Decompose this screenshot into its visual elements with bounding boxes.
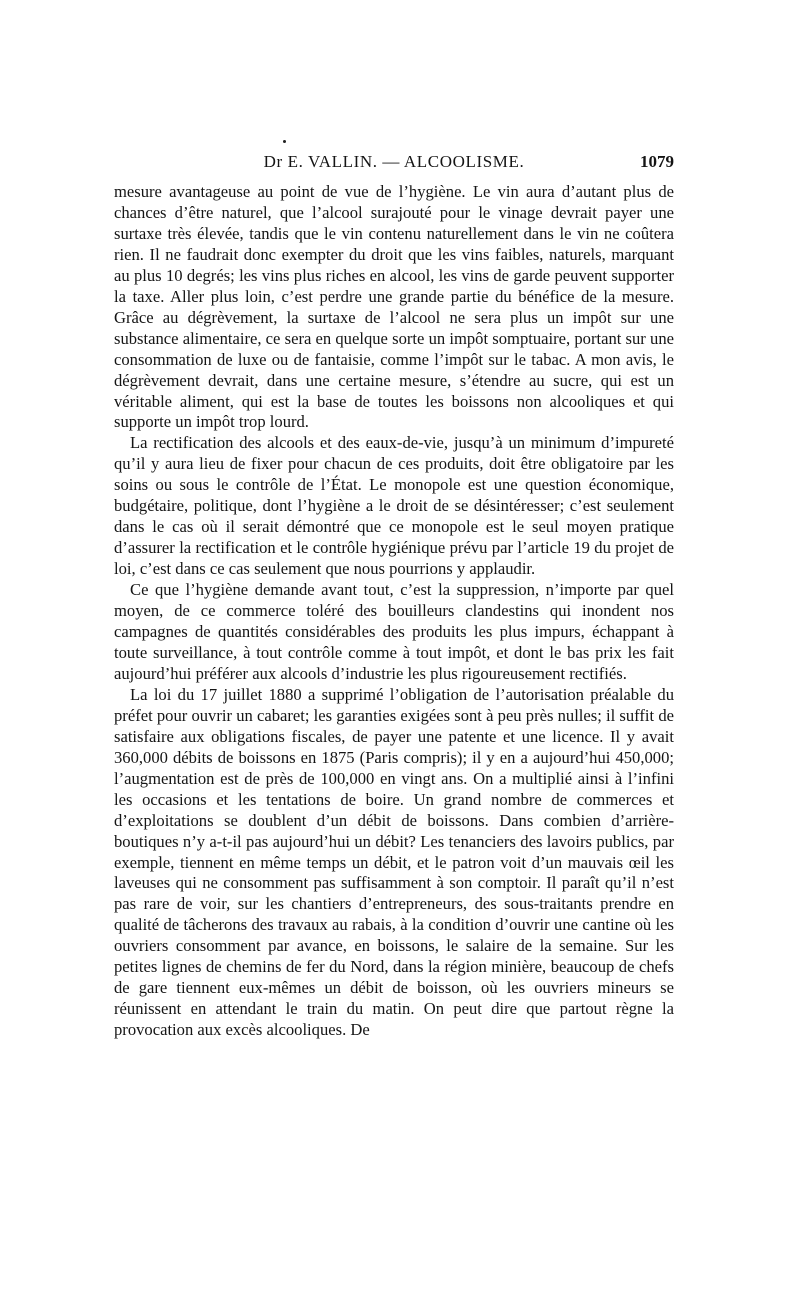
- paragraph-1: mesure avantageuse au point de vue de l’hygiène. Le vin aura d’autant plus de chances d’être naturel, que l’alcool surajouté pour le vinage devrait payer une surtaxe très élevée, tandis que le vin contenu naturellement dans le vin ne coûtera rien. Il ne faudrait donc exempter du droit que les vins faibles, naturels, marquant au plus 10 degrés; les vins plus riches en alcool, les vins de garde peuvent supporter la taxe. Aller plus loin, c’est perdre une grande partie du bénéfice de la mesure. Grâce au dégrèvement, la surtaxe de l’alcool ne sera plus un impôt sur une substance alimentaire, ce sera en quelque sorte un impôt somptuaire, portant sur une consommation de luxe ou de fantaisie, comme l’impôt sur le tabac. A mon avis, le dégrèvement devrait, dans une certaine mesure, s’étendre au sucre, qui est un véritable aliment, qui est la base de toutes les boissons non alcooliques et qui supporte un impôt trop lourd.: [114, 182, 674, 432]
- paragraph-2: La rectification des alcools et des eaux-de-vie, jusqu’à un minimum d’impureté qu’il y aura lieu de fixer pour chacun de ces produits, doit être obligatoire par les soins ou sous le contrôle de l’État. Le monopole est une question économique, budgétaire, politique, dont l’hygiène a le droit de se désintéresser; c’est seulement dans le cas où il serait démontré que ce monopole est le seul moyen pratique d’assurer la rectification et le contrôle hygiénique prévu par l’article 19 du projet de loi, c’est dans ce cas seulement que nous pourrions y applaudir.: [114, 433, 674, 579]
- running-head: Dr E. VALLIN. — ALCOOLISME.: [263, 152, 525, 171]
- paragraph-3: Ce que l’hygiène demande avant tout, c’est la suppression, n’importe par quel moyen, de ce commerce toléré des bouilleurs clandestins qui inondent nos campagnes de quantités considérables des produits les plus impurs, échappant à toute surveillance, à tout contrôle comme à tout impôt, et dont le bas prix les fait aujourd’hui préférer aux alcools d’industrie les plus rigoureusement rectifiés.: [114, 580, 674, 683]
- printer-mark: [283, 140, 286, 143]
- page-number: 1079: [640, 152, 674, 171]
- page-header: [114, 152, 674, 176]
- paragraph-4: La loi du 17 juillet 1880 a supprimé l’obligation de l’autorisation préalable du préfet pour ouvrir un cabaret; les garanties exigées sont à peu près nulles; il suffit de satisfaire aux obligations fiscales, de payer une patente et une licence. Il y avait 360,000 débits de boissons en 1875 (Paris compris); il y en a aujourd’hui 450,000; l’augmentation est de près de 100,000 en vingt ans. On a multiplié ainsi à l’infini les occasions et les tentations de boire. Un grand nombre de commerces et d’exploitations se doublent d’un débit de boissons. Dans combien d’arrière-boutiques n’y a-t-il pas aujourd’hui un débit? Les tenanciers des lavoirs publics, par exemple, tiennent en même temps un débit, et le patron voit d’un mauvais œil les laveuses qui ne consomment pas suffisamment à son comptoir. Il paraît qu’il n’est pas rare de voir, sur les chantiers d’entrepreneurs, des sous-traitants prendre en qualité de tâcherons des travaux au rabais, à la condition d’ouvrir une cantine où les ouvriers consomment par avance, en boissons, le salaire de la semaine. Sur les petites lignes de chemins de fer du Nord, dans la région minière, beaucoup de chefs de gare tiennent eux-mêmes un débit de boisson, où les ouvriers mineurs se réunissent en attendant le train du matin. On peut dire que partout règne la provocation aux excès alcooliques. De: [114, 684, 674, 1040]
- body-text: [114, 182, 674, 1041]
